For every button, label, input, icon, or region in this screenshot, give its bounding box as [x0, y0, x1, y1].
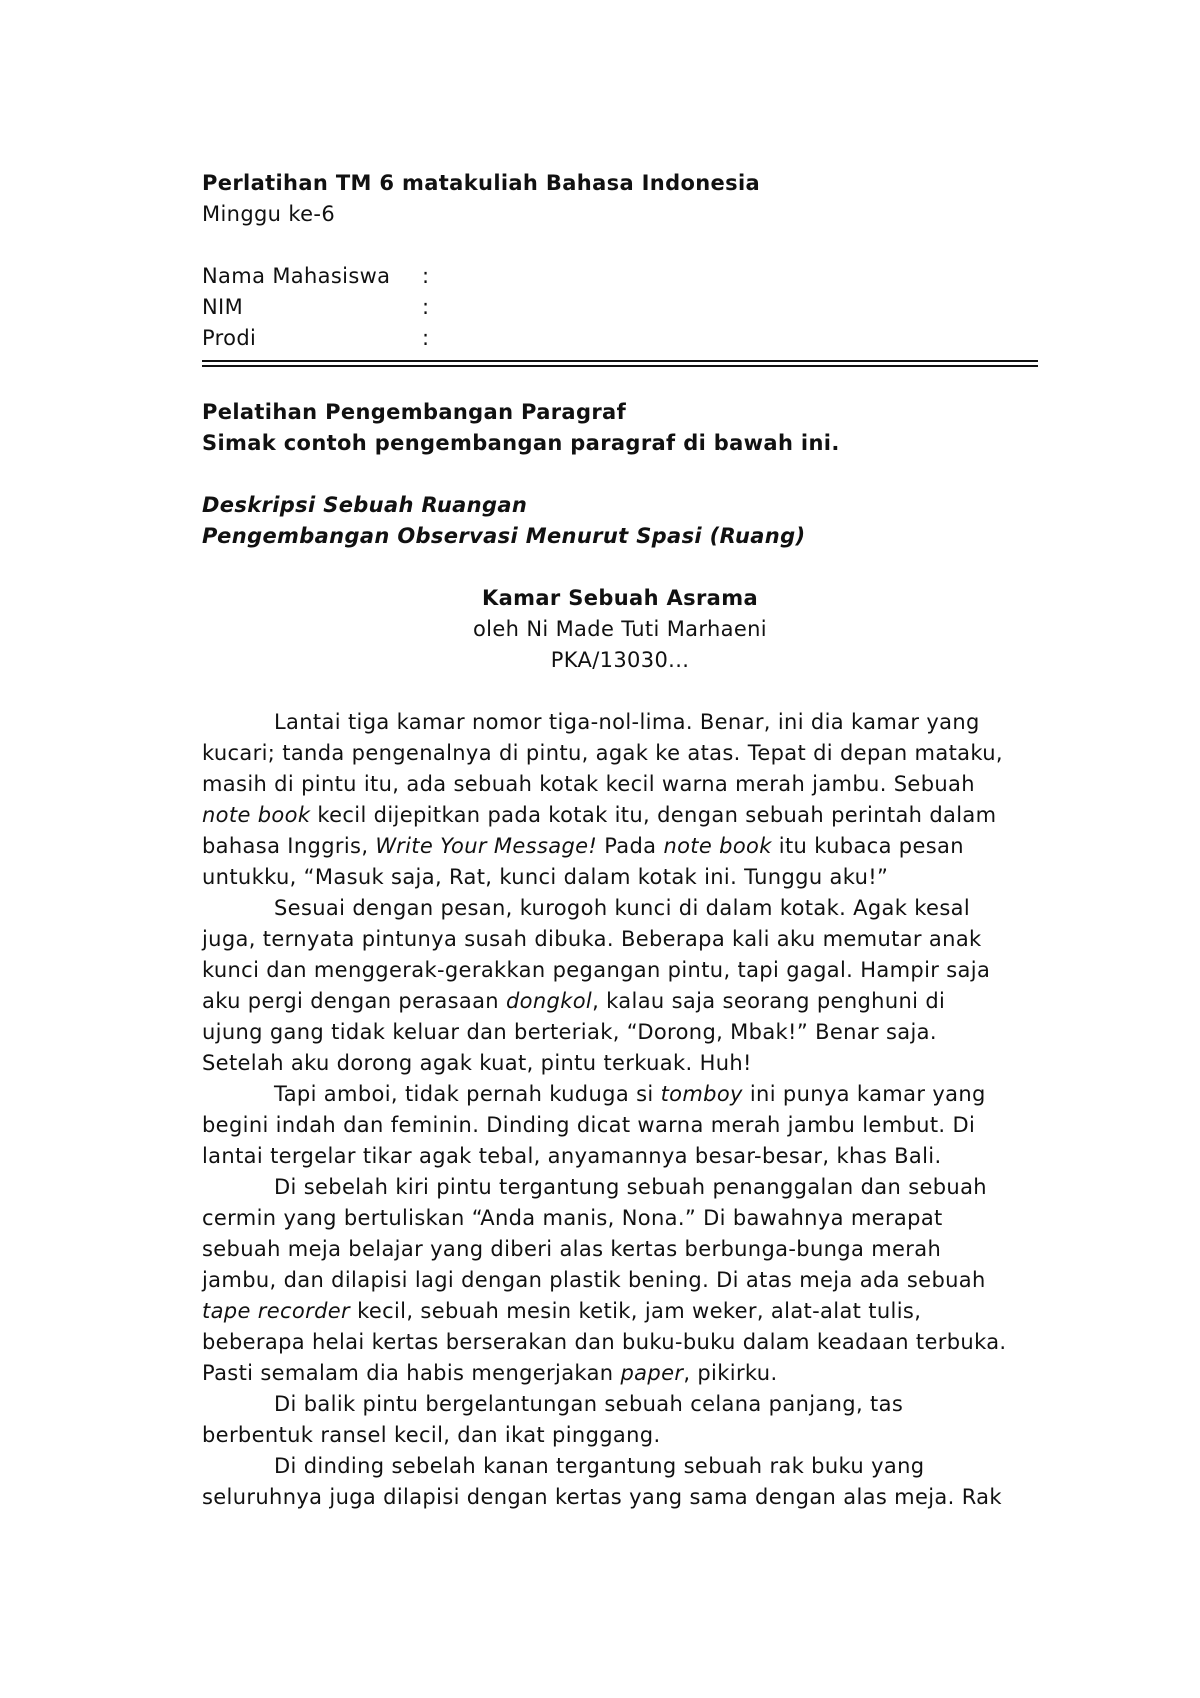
text-run: , kalau saja seorang penghuni di	[592, 989, 946, 1013]
section-instruction: Simak contoh pengembangan paragraf di bawah ini.	[202, 431, 840, 455]
paragraph	[202, 1172, 1038, 1389]
section-heading: Pelatihan Pengembangan Paragraf	[202, 400, 627, 424]
italic-term: paper	[620, 1361, 684, 1385]
paragraph-line: Sesuai dengan pesan, kurogoh kunci di dalam kotak. Agak kesal	[274, 896, 971, 920]
field-separator: :	[422, 326, 430, 350]
subheading-description: Deskripsi Sebuah Ruangan	[202, 493, 528, 517]
text-run: Tapi amboi, tidak pernah kuduga si	[274, 1082, 661, 1106]
paragraph-line: Di dinding sebelah kanan tergantung sebuah rak buku yang	[274, 1454, 925, 1478]
paragraph-line: Di balik pintu bergelantungan sebuah celana panjang, tas	[274, 1392, 904, 1416]
text-run: , pikirku.	[683, 1361, 778, 1385]
paragraph-line	[202, 1296, 1038, 1327]
paragraph	[202, 1451, 1038, 1513]
essay-title: Kamar Sebuah Asrama	[482, 586, 758, 610]
italic-term: note book	[663, 834, 772, 858]
paragraph	[202, 1079, 1038, 1172]
paragraph-line	[202, 986, 1038, 1017]
essay-author: oleh Ni Made Tuti Marhaeni	[472, 617, 767, 641]
text-run: kecil, sebuah mesin ketik, jam weker, alat-alat tulis,	[350, 1299, 922, 1323]
paragraph	[202, 893, 1038, 1079]
paragraph-line: seluruhnya juga dilapisi dengan kertas yang sama dengan alas meja. Rak	[202, 1485, 1002, 1509]
paragraph-line: Setelah aku dorong agak kuat, pintu terkuak. Huh!	[202, 1051, 752, 1075]
paragraph-line: Di sebelah kiri pintu tergantung sebuah penanggalan dan sebuah	[274, 1175, 987, 1199]
paragraph-line: cermin yang bertuliskan “Anda manis, Nona.” Di bawahnya merapat	[202, 1206, 943, 1230]
field-nim	[202, 292, 1038, 323]
paragraph-line: masih di pintu itu, ada sebuah kotak kecil warna merah jambu. Sebuah	[202, 772, 975, 796]
double-divider	[202, 360, 1038, 367]
paragraph-line	[202, 831, 1038, 862]
italic-term: note book	[202, 803, 311, 827]
spacer	[202, 676, 1038, 707]
document-content	[202, 168, 1038, 1513]
italic-term: tomboy	[660, 1082, 743, 1106]
paragraph-line: berbentuk ransel kecil, dan ikat pinggang.	[202, 1423, 661, 1447]
paragraph-line: sebuah meja belajar yang diberi alas kertas berbunga-bunga merah	[202, 1237, 942, 1261]
text-run: Pada	[597, 834, 664, 858]
text-run: ini punya kamar yang	[742, 1082, 986, 1106]
paragraph-line: jambu, dan dilapisi lagi dengan plastik bening. Di atas meja ada sebuah	[202, 1268, 986, 1292]
text-run: Pasti semalam dia habis mengerjakan	[202, 1361, 621, 1385]
paragraph-line: beberapa helai kertas berserakan dan buku-buku dalam keadaan terbuka.	[202, 1330, 1007, 1354]
field-label: Prodi	[202, 326, 257, 350]
essay-code: PKA/13030...	[550, 648, 690, 672]
paragraph-line: juga, ternyata pintunya susah dibuka. Beberapa kali aku memutar anak	[202, 927, 982, 951]
document-title: Perlatihan TM 6 matakuliah Bahasa Indonesia	[202, 171, 761, 195]
field-label: NIM	[202, 295, 244, 319]
paragraph-line: begini indah dan feminin. Dinding dicat warna merah jambu lembut. Di	[202, 1113, 976, 1137]
field-label: Nama Mahasiswa	[202, 264, 391, 288]
text-run: aku pergi dengan perasaan	[202, 989, 506, 1013]
paragraph	[202, 707, 1038, 893]
week-label: Minggu ke-6	[202, 202, 336, 226]
spacer	[202, 230, 1038, 261]
italic-term: Write Your Message!	[375, 834, 598, 858]
field-separator: :	[422, 264, 430, 288]
field-prodi	[202, 323, 1038, 354]
paragraph-line: lantai tergelar tikar agak tebal, anyamannya besar-besar, khas Bali.	[202, 1144, 942, 1168]
paragraph-line: kucari; tanda pengenalnya di pintu, agak ke atas. Tepat di depan mataku,	[202, 741, 1003, 765]
text-run: itu kubaca pesan	[771, 834, 964, 858]
field-separator: :	[422, 295, 430, 319]
paragraph	[202, 1389, 1038, 1451]
paragraph-line	[202, 800, 1038, 831]
paragraph-line	[202, 1358, 1038, 1389]
spacer	[202, 459, 1038, 490]
paragraph-line: untukku, “Masuk saja, Rat, kunci dalam kotak ini. Tunggu aku!”	[202, 865, 889, 889]
paragraph-line: kunci dan menggerak-gerakkan pegangan pintu, tapi gagal. Hampir saja	[202, 958, 991, 982]
paragraph-line	[202, 1079, 1038, 1110]
italic-term: dongkol	[505, 989, 593, 1013]
paragraph-line: ujung gang tidak keluar dan berteriak, “Dorong, Mbak!” Benar saja.	[202, 1020, 937, 1044]
subheading-development: Pengembangan Observasi Menurut Spasi (Ruang)	[202, 524, 806, 548]
paragraph-line: Lantai tiga kamar nomor tiga-nol-lima. Benar, ini dia kamar yang	[274, 710, 980, 734]
field-student-name	[202, 261, 1038, 292]
text-run: bahasa Inggris,	[202, 834, 376, 858]
spacer	[202, 552, 1038, 583]
text-run: kecil dijepitkan pada kotak itu, dengan sebuah perintah dalam	[310, 803, 997, 827]
italic-term: tape recorder	[202, 1299, 351, 1323]
